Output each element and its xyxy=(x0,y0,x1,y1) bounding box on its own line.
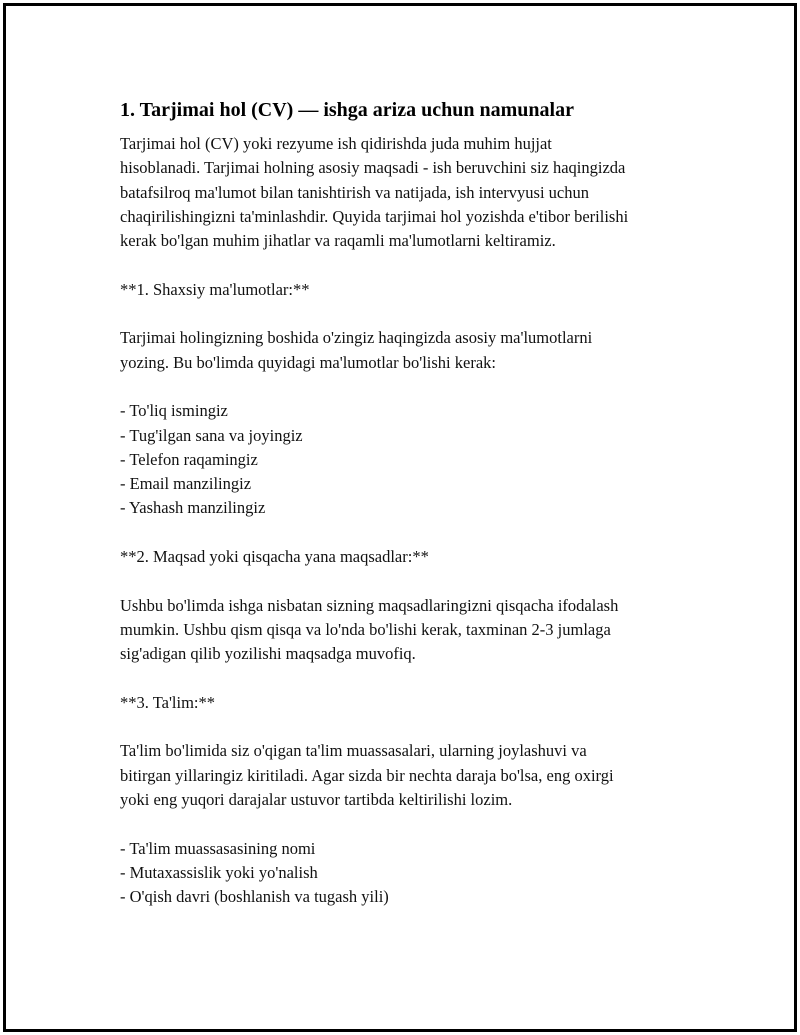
list-item: - Tug'ilgan sana va joyingiz xyxy=(120,425,303,445)
intro-line: Tarjimai hol (CV) yoki rezyume ish qidirishda juda muhim hujjat xyxy=(120,134,552,153)
intro-line: batafsilroq ma'lumot bilan tanishtirish va natijada, ish intervyusi uchun xyxy=(120,182,590,202)
list-item: - Ta'lim muassasasining nomi xyxy=(120,838,316,858)
intro-line: chaqirilishingizni ta'minlashdir. Quyida tarjimai hol yozishda e'tibor berilishi xyxy=(120,206,629,226)
intro-paragraph xyxy=(120,132,690,253)
section2-paragraph xyxy=(120,594,690,667)
list-item: - Email manzilingiz xyxy=(120,474,252,494)
section1-heading: **1. Shaxsiy ma'lumotlar:** xyxy=(120,279,310,299)
spacer xyxy=(120,302,690,326)
intro-line: hisoblanadi. Tarjimai holning asosiy maqsadi - ish beruvchini siz haqingizda xyxy=(120,158,626,178)
spacer xyxy=(120,569,690,593)
section2-line: sig'adigan qilib yozilishi maqsadga muvofiq. xyxy=(120,644,416,664)
section1-paragraph xyxy=(120,326,690,375)
section3-line: yoki eng yuqori darajalar ustuvor tartibda keltirilishi lozim. xyxy=(120,790,513,810)
spacer xyxy=(120,375,690,399)
spacer xyxy=(120,812,690,836)
section3-line: bitirgan yillaringiz kiritiladi. Agar sizda bir nechta daraja bo'lsa, eng oxirgi xyxy=(120,765,614,785)
spacer xyxy=(120,521,690,545)
section2-heading: **2. Maqsad yoki qisqacha yana maqsadlar:** xyxy=(120,547,429,567)
section2-line: mumkin. Ushbu qism qisqa va lo'nda bo'lishi kerak, taxminan 2-3 jumlaga xyxy=(120,619,611,639)
spacer xyxy=(120,667,690,691)
section3-list xyxy=(120,837,690,910)
section3-line: Ta'lim bo'limida siz o'qigan ta'lim muassasalari, ularning joylashuvi va xyxy=(120,741,587,761)
spacer xyxy=(120,253,690,277)
list-item: - To'liq ismingiz xyxy=(120,401,228,421)
section1-line: Tarjimai holingizning boshida o'zingiz haqingizda asosiy ma'lumotlarni xyxy=(120,328,593,348)
list-item: - Telefon raqamingiz xyxy=(120,449,258,469)
document-title: 1. Tarjimai hol (CV) — ishga ariza uchun namunalar xyxy=(120,99,574,121)
document-page xyxy=(3,3,797,1032)
intro-line: kerak bo'lgan muhim jihatlar va raqamli ma'lumotlarni keltiramiz. xyxy=(120,231,556,251)
section3-paragraph xyxy=(120,739,690,812)
list-item: - O'qish davri (boshlanish va tugash yili) xyxy=(120,887,389,907)
document-content xyxy=(120,96,690,910)
list-item: - Yashash manzilingiz xyxy=(120,498,266,518)
section1-line: yozing. Bu bo'limda quyidagi ma'lumotlar bo'lishi kerak: xyxy=(120,352,496,372)
section2-line: Ushbu bo'limda ishga nisbatan sizning maqsadlaringizni qisqacha ifodalash xyxy=(120,595,619,615)
spacer xyxy=(120,715,690,739)
list-item: - Mutaxassislik yoki yo'nalish xyxy=(120,862,318,882)
section3-heading: **3. Ta'lim:** xyxy=(120,692,216,712)
section1-list xyxy=(120,399,690,520)
